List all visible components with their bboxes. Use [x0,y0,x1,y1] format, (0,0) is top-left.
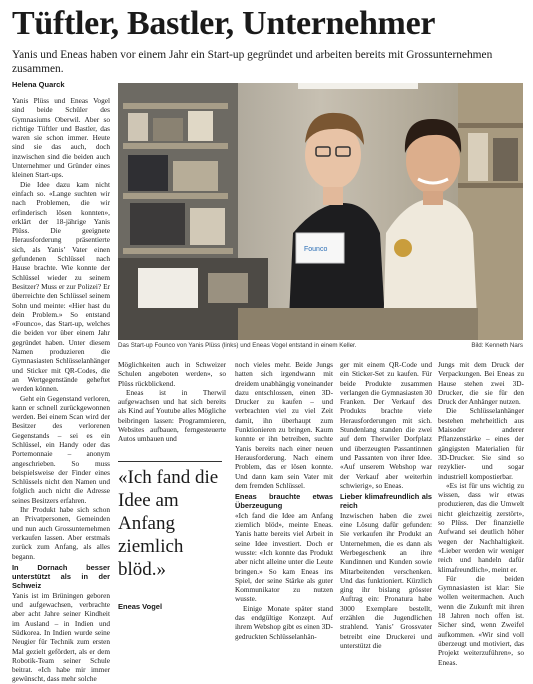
quote-divider [118,461,222,462]
author-byline: Helena Quarck [12,80,65,89]
headline: Tüftler, Bastler, Unternehmer [12,5,436,42]
lead-paragraph: Yanis und Eneas haben vor einem Jahr ein Start-up gegründet und arbeiten bereits mit Grossunternehmen zusammen. [12,49,493,75]
paragraph: Yanis Plüss und Eneas Vogel sind beide Schüler des Gymnasiums Oberwil. Aber so richtige Tüftler und Bastler, das waren sie schon immer. Heute sind sie das auch, doch inzwischen sind die beiden auch Unternehmer und Gründer eines kleinen Start-ups. [12,96,110,180]
paragraph: Ihr Produkt habe sich schon an Privatpersonen, Gemeinden und nun auch Grossunternehmen verkaufen lassen. Aber erstmals zurück zum Anfang, als alles begann. [12,505,110,561]
subheading: Lieber klimafreundlich als reich [340,492,432,511]
pull-quote: «Ich fand die Idee am Anfang ziemlich blöd.» [118,467,219,580]
photo-credit: Bild: Kenneth Nars [471,342,523,349]
paragraph: «Ich fand die Idee am Anfang ziemlich blöd», meinte Eneas. Yanis hatte bereits viel Arbeit in seine Idee investiert. Doch er wusste: «Ich konnte das Produkt aber nicht alleine unter die Leute bringen.» So kam Eneas ins Spiel, der seine Stärke als guter Kommunikator zu nutzen wusste. [235,510,333,604]
paragraph: «Es ist für uns wichtig zu wissen, dass wir etwas produzieren, das die Umwelt nicht gleichzeitig zerstört», so Plüss. Der finanzielle Aufwand sei deutlich höher wegen der Nachhaltigkeit. «Lieber werden wir weniger reich und handeln dafür klimafreundlich», meint er. [438,480,524,574]
paragraph: Eneas ist in Therwil aufgewachsen und hat sich bereits als Kind auf Youtube alles Mögliche beibringen lassen: Programmieren, Websites aufbauen, ferngesteuerte Autos umbauen und [118,387,226,444]
paragraph: Yanis ist im Brüningen geboren und aufgewachsen, verbrachte aber acht Jahre seiner Kindheit im Ausland – in Indien und Südkorea. In Indien wurde seine Neugier für Technik zum ersten Mal gezielt gefördert, als er dem Robotik-Team seiner Schule beitrat. «Ich habe mir immer gewünscht, dass mehr solche [12,590,110,684]
article-column-3 [235,360,333,641]
paragraph: Geht ein Gegenstand verloren, kann er schnell zurückgewonnen werden. Bei einem Scan wird der Besitzer des verlorenen Gegenstands – sei es ein Schlüssel, ein Handy oder das Portemonnaie – anonym angeschrieben. So muss beispielsweise der Finder eines Schlüssels nicht den Namen und folglich auch nicht die Adresse seines Besitzers erfahren. [12,393,110,505]
paragraph: noch vieles mehr. Beide Jungs hatten sich irgendwann mit dreidem unabhängig voneinander dazu entschlossen, einen 3D-Drucker zu kaufen – und verbrachten viel zu viel Zeit damit, ihn überhaupt zum Funktionieren zu bringen. Kaum konnte er ihn betreiben, suchte Yanis bereits nach einer neuen Herausforderung. Nach einem Problem, das er lösen konnte. Und dann kam sein Vater mit dem fremden Schlüssel. [235,360,333,490]
paragraph: Inzwischen haben die zwei eine Lösung dafür gefunden: Sie verkaufen ihr Produkt an Unternehmen, die es dann als Werbegeschenk an ihre Kundinnen und Kunden sowie Mitarbeitenden verschenken. Und das funktioniert. Kürzlich ging ihr bislang grösster Auftrag ein: Pronatura habe 3000 Exemplare bestellt, erzählen die Jugendlichen strahlend. Yanis’ Grossvater betreibt eine Druckerei und unterstützt die [340,510,432,650]
paragraph: Möglichkeiten auch in Schweizer Schulen angeboten werden», so Plüss rückblickend. [118,360,226,388]
article-photo [118,83,523,340]
subheading: Eneas brauchte etwas Überzeugung [235,492,333,511]
workshop-photo-illustration [118,83,523,340]
paragraph: Für die beiden Gymnasiasten ist klar: Sie wollen weitermachen. Auch wenn die Zukunft mit ihren 18 Jahren noch offen ist. Sicher sind, wenn Zweifel aufkommen. «Wir sind voll überzeugt und motiviert, das Projekt weiterzuführen», so Eneas. [438,573,524,667]
founco-card-text: Founco [304,246,328,253]
paragraph: Einige Monate später stand das endgültige Konzept. Auf ihrem Webshop gibt es einen 3D-gedruckten Schlüsselanhän- [235,603,333,641]
article-column-2 [118,360,226,444]
photo-caption [118,342,523,349]
article-column-5 [438,360,524,667]
article-column-1 [12,96,110,684]
pull-quote-author: Eneas Vogel [118,602,163,611]
paragraph: Jungs mit dem Druck der Verpackungen. Bei Eneas zu Hause stehen zwei 3D-Drucker, die sie für den Druck der Anhänger nutzen. [438,360,524,407]
caption-text: Das Start-up Founco von Yanis Plüss (links) und Eneas Vogel entstand in einem Keller. [118,342,357,349]
paragraph: Die Idee dazu kam nicht einfach so. «Lange suchten wir nach Problemen, die wir erfinderisch lösen konnten», erklärt der 18-jährige Yanis Plüss. Die geeignete Herausforderung präsentierte sich, als Yanis’ Vater einen gefundenen Schlüssel nach Hause brachte. Wie konnte der Schlüssel wieder zu seinem Besitzer? Muss er zur Polizei? Er überreichte den Schlüssel seinem Sohn und meinte: «Hier hast du dein Problem.» So entstand «Founco», das Start-up, welches die beiden vor über einem Jahr gegründet haben. Unter diesem Namen produzieren die Gymnasiasten Schlüsselanhänger und Sticker mit QR-Codes, die an Wertgegenstände geheftet werden können. [12,179,110,394]
article-column-4 [340,360,432,650]
subheading: In Dornach besser unterstützt als in der Schweiz [12,562,110,591]
paragraph: Die Schlüsselanhänger bestehen mehrheitlich aus Maisoder anderer Pflanzenstärke – eines der gängigsten Materialien für 3D-Drucker. Sie sind so rezyklier- und sogar industriell kompostierbar. [438,406,524,481]
paragraph: ger mit einem QR-Code und ein Sticker-Set zu kaufen. Für beide Produkte zusammen verlangen die Gymnasiasten 30 Franken. Der Verkauf des Produkts brachte viele Herausforderungen mit sich. Stundenlang standen die zwei auf dem Therwiler Dorfplatz und überzeugten Passantinnen und Passanten von ihrer Idee. «Auf unserem Webshop war der Verkauf aber weiterhin schwierig», so Eneas. [340,360,432,490]
